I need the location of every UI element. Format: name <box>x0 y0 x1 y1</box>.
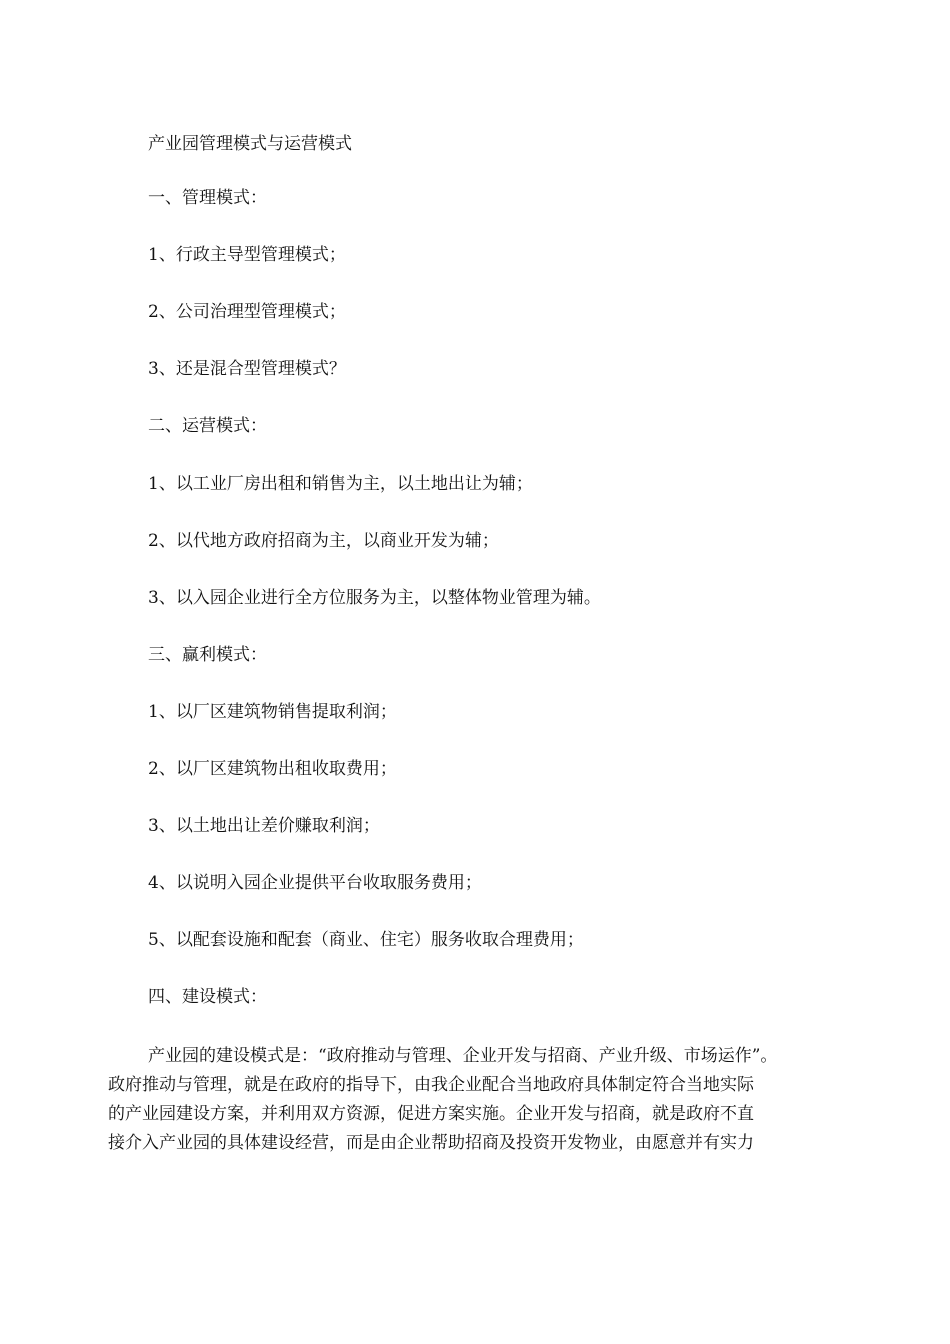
section-heading-operation: 二、运营模式： <box>148 416 267 436</box>
list-item: 1、以工业厂房出租和销售为主，以土地出让为辅； <box>148 474 533 494</box>
list-item: 3、以土地出让差价赚取利润； <box>148 816 380 836</box>
list-item: 2、以代地方政府招商为主，以商业开发为辅； <box>148 531 499 551</box>
list-item: 5、以配套设施和配套（商业、住宅）服务收取合理费用； <box>148 930 584 950</box>
document-title: 产业园管理模式与运营模式 <box>148 134 352 154</box>
section-heading-construction: 四、建设模式： <box>148 987 267 1007</box>
paragraph-line: 产业园的建设模式是：“政府推动与管理、企业开发与招商、产业升级、市场运作”。 <box>148 1046 778 1066</box>
section-heading-management: 一、管理模式： <box>148 188 267 208</box>
section-heading-profit: 三、赢利模式： <box>148 645 267 665</box>
list-item: 4、以说明入园企业提供平台收取服务费用； <box>148 873 482 893</box>
paragraph-line: 接介入产业园的具体建设经营，而是由企业帮助招商及投资开发物业，由愿意并有实力 <box>108 1133 754 1153</box>
list-item: 2、以厂区建筑物出租收取费用； <box>148 759 397 779</box>
paragraph-line: 的产业园建设方案，并利用双方资源，促进方案实施。企业开发与招商，就是政府不直 <box>108 1104 754 1124</box>
list-item: 1、以厂区建筑物销售提取利润； <box>148 702 397 722</box>
list-item: 1、行政主导型管理模式； <box>148 245 346 265</box>
list-item: 2、公司治理型管理模式； <box>148 302 346 322</box>
list-item: 3、以入园企业进行全方位服务为主，以整体物业管理为辅。 <box>148 588 601 608</box>
list-item: 3、还是混合型管理模式？ <box>148 359 346 379</box>
body-paragraph <box>108 1042 853 1158</box>
paragraph-line: 政府推动与管理，就是在政府的指导下，由我企业配合当地政府具体制定符合当地实际 <box>108 1075 754 1095</box>
